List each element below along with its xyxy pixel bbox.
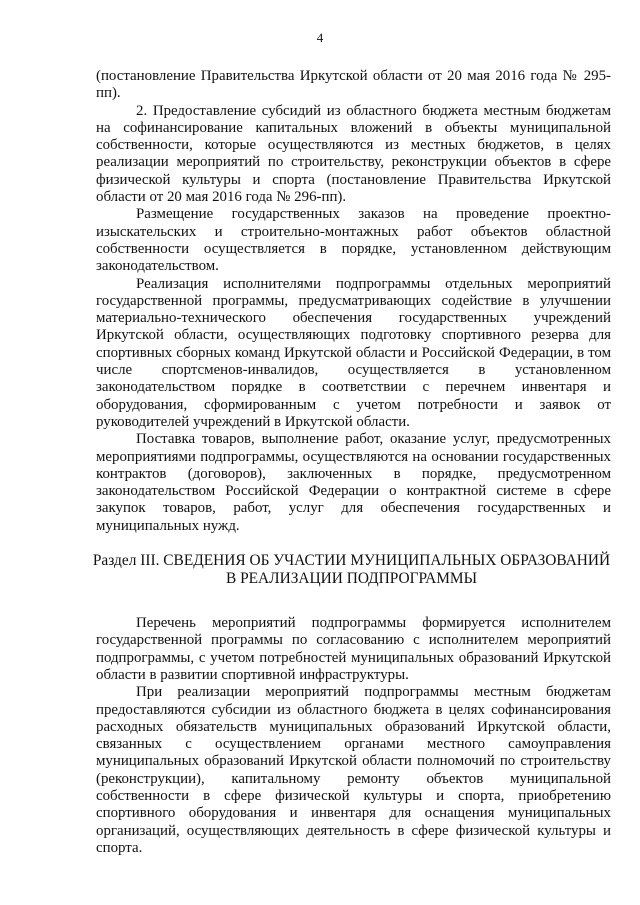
page-number: 4 [316, 30, 324, 45]
section-heading [92, 552, 611, 588]
section-heading-line-2: В РЕАЛИЗАЦИИ ПОДПРОГРАММЫ [225, 570, 478, 588]
paragraph-state-orders: Размещение государственных заказов на проведение проектно-изыскательских и строительно-монтажных работ объектов областной собственности осуществляется в порядке, установленном действующим законодательством. [96, 206, 611, 275]
section-heading-line-1: Раздел III. СВЕДЕНИЯ ОБ УЧАСТИИ МУНИЦИПАЛЬНЫХ ОБРАЗОВАНИЙ [92, 552, 611, 570]
document-body [92, 68, 611, 857]
paragraph-procurement: Поставка товаров, выполнение работ, оказание услуг, предусмотренных мероприятиями подпрограммы, осуществляются на основании государственных контрактов (договоров), заключенных в порядке, предусмотренном законодательством Российской Федерации о контрактной системе в сфере закупок товаров, работ, услуг для обеспечения государственных и муниципальных нужд. [96, 431, 611, 534]
paragraph-implementation: Реализация исполнителями подпрограммы отдельных мероприятий государственной программы, предусматривающих содействие в улучшении материально-технического обеспечения государственных учреждений Иркутской области, осуществляющих подготовку спортивного резерва для спортивных сборных команд Иркутской области и Российской Федерации, в том числе спортсменов-инвалидов, осуществляется в установленном законодательством порядке в соответствии с перечнем инвентаря и оборудования, сформированным с учетом потребности и заявок от руководителей учреждений в Иркутской области. [96, 275, 611, 430]
paragraph-subsidies-capital: 2. Предоставление субсидий из областного бюджета местным бюджетам на софинансирование капитальных вложений в объекты муниципальной собственности, которые осуществляются из местных бюджетов, в целях реализации мероприятий по строительству, реконструкции объектов в сфере физической культуры и спорта (постановление Правительства Иркутской области от 20 мая 2016 года № 296-пп). [96, 102, 611, 206]
paragraph-activity-list: Перечень мероприятий подпрограммы формируется исполнителем государственной программы по согласованию с исполнителем мероприятий подпрограммы, с учетом потребностей муниципальных образований Иркутской области в развитии спортивной инфраструктуры. [96, 615, 611, 683]
paragraph-continuation: (постановление Правительства Иркутской области от 20 мая 2016 года № 295-пп). [96, 68, 611, 102]
paragraph-local-budget-subsidies: При реализации мероприятий подпрограммы местным бюджетам предоставляются субсидии из областного бюджета в целях софинансирования расходных обязательств муниципальных образований Иркутской области, связанных с осуществлением органами местного самоуправления муниципальных образований Иркутской области полномочий по строительству (реконструкции), капитальному ремонту объектов муниципальной собственности в сфере физической культуры и спорта, приобретению спортивного оборудования и инвентаря для оснащения муниципальных организаций, осуществляющих деятельность в сфере физической культуры и спорта. [96, 684, 611, 856]
